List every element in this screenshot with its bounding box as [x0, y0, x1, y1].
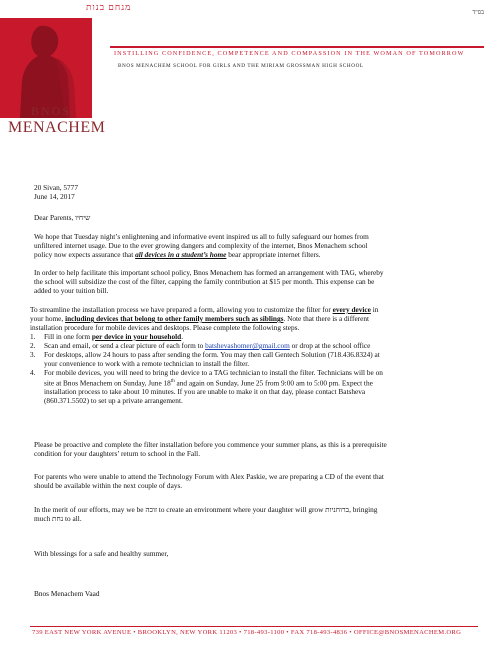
date-block: [34, 183, 78, 201]
logo-emblem: [0, 18, 92, 118]
bsd-mark: בס"ד: [472, 10, 484, 16]
date-hebrew: 20 Sivan, 5777: [34, 183, 78, 192]
p2-line: In order to help facilitate this important school policy, Bnos Menachem has formed an arrangement with TAG, whereby: [34, 268, 384, 277]
p6-line: much נחת to all.: [34, 514, 82, 523]
logo-hebrew-text: מנחם בנות: [86, 2, 132, 12]
list-item: 1. Fill in one form per device in your household.: [30, 332, 184, 341]
p5-line: should be available within the next couple of days.: [34, 481, 183, 490]
p3-line: your home, including devices that belong to other family members such as siblings. Note that there is a different: [30, 314, 370, 323]
p5-line: For parents who were unable to attend the Technology Forum with Alex Paskie, we are preparing a CD of the event that: [34, 472, 384, 481]
p4-line: condition for your daughters’ return to school in the Fall.: [34, 449, 201, 458]
paragraph-1: [34, 232, 369, 259]
header-divider: [110, 46, 484, 48]
school-name-line: BNOS MENACHEM SCHOOL FOR GIRLS AND THE MIRIAM GROSSMAN HIGH SCHOOL: [118, 63, 364, 69]
paragraph-4: [34, 440, 387, 458]
p4-line: Please be proactive and complete the filter installation before you commence your summer plans, as this is a prerequisite: [34, 440, 387, 449]
paragraph-5: [34, 472, 384, 490]
date-civil: June 14, 2017: [34, 192, 75, 201]
list-item: 2. Scan and email, or send a clear picture of each form to batshevashomer@gmail.com or drop at the school office: [30, 341, 371, 350]
list-item: 3. For desktops, allow 24 hours to pass after sending the form. You may then call Gentech Solution (718.436.8324) at your convenience to work with a remote technician to install the filter.: [30, 350, 380, 368]
salutation: Dear Parents, שיחיו: [34, 213, 91, 222]
footer-address: 739 EAST NEW YORK AVENUE • BROOKLYN, NEW YORK 11203 • 718-493-1100 • FAX 718-493-4836 • OFFICE@BNOSMENACHEM.ORG: [32, 629, 462, 636]
p2-line: the school will subsidize the cost of the filter, capping the family contribution at $15 per month. This expense can be: [34, 277, 375, 286]
p1-line: policy now expects assurance that all devices in a student’s home bear appropriate internet filters.: [34, 250, 321, 259]
p1-line: We hope that Tuesday night’s enlightening and informative event inspired us all to fully safeguard our homes from: [34, 232, 369, 241]
p3-line: installation procedure for mobile devices and desktops. Please complete the following steps.: [30, 323, 300, 332]
logo-name-line2: MENACHEM: [8, 119, 106, 136]
email-link[interactable]: batshevashomer@gmail.com: [205, 341, 290, 350]
signature: Bnos Menachem Vaad: [34, 589, 100, 598]
steps-list: [30, 332, 490, 405]
logo-wordmark: [8, 104, 106, 137]
list-item: 4. For mobile devices, you will need to bring the device to a TAG technician to install the filter. Technicians will be on site at Bnos Menachem on Sunday, June 18th and again on Sunday, June 25 from 9:00 am to 5:00 pm. Expect the installation process to take about 10 minutes. If you are unable to make it on that day, please contact Batsheva (860.371.5502) to set up a private arrangement.: [30, 368, 383, 406]
p2-line: added to your tuition bill.: [34, 286, 109, 295]
p6-line: In the merit of our efforts, may we be זוכה to create an environment where your daughter will grow ברוחניות, bringing: [34, 505, 378, 514]
footer-divider: [30, 626, 478, 627]
logo-name-line1: BNOS: [30, 104, 71, 118]
girl-silhouette-icon: [0, 18, 92, 118]
p1-line: unfiltered internet usage. Due to the ever growing dangers and complexity of the internet, Bnos Menachem school: [34, 241, 368, 250]
tagline: INSTILLING CONFIDENCE, COMPETENCE AND COMPASSION IN THE WOMAN OF TOMORROW: [114, 50, 465, 57]
paragraph-3: [30, 305, 378, 332]
paragraph-2: [34, 268, 384, 295]
paragraph-6: [34, 505, 377, 523]
closing-line: With blessings for a safe and healthy summer,: [34, 549, 169, 558]
p3-line: To streamline the installation process we have prepared a form, allowing you to customize the filter for every device in: [30, 305, 379, 314]
